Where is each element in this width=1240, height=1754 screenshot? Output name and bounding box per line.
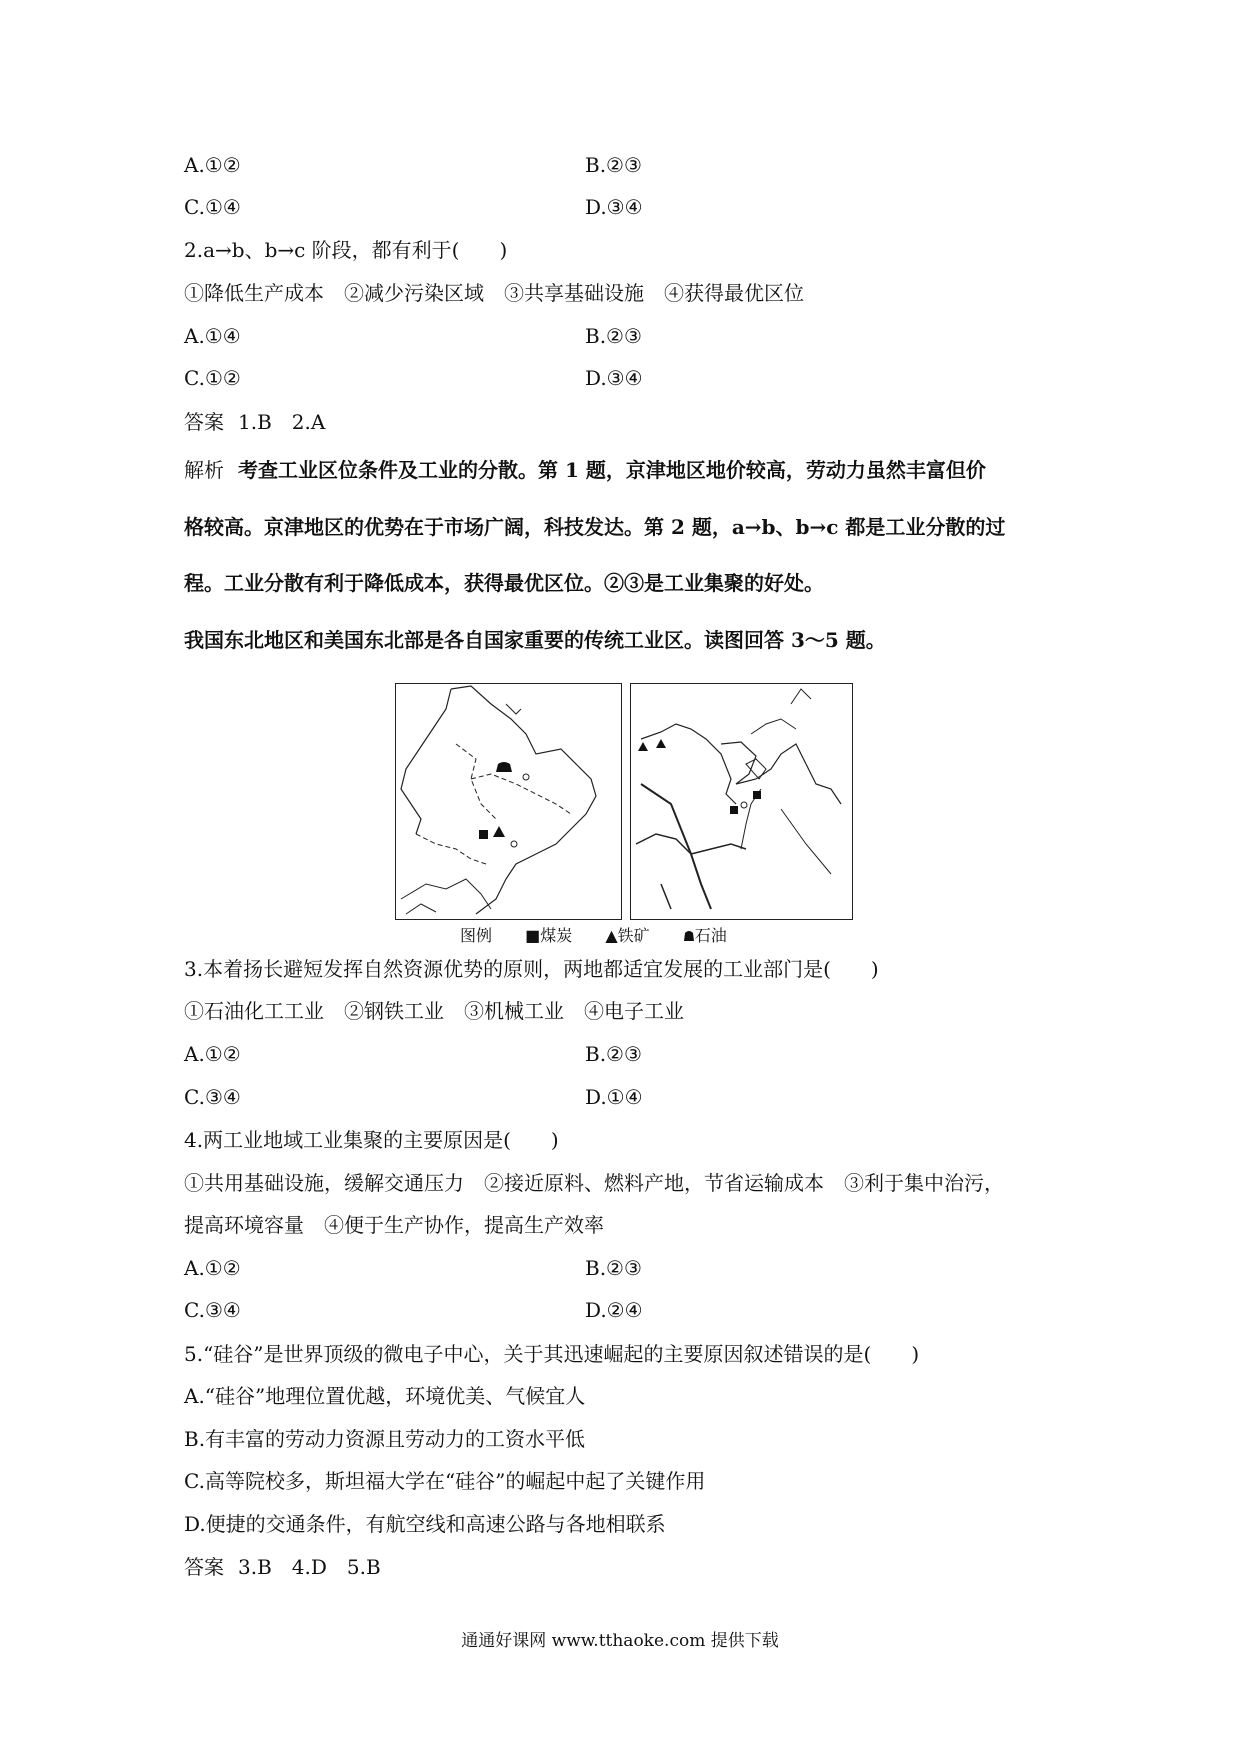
page-footer: 通通好课网 www.tthaoke.com 提供下载 xyxy=(461,1631,779,1651)
map-northeast-china-svg xyxy=(396,684,621,919)
q2-stem: 2.a→b、b→c 阶段，都有利于( ) xyxy=(184,238,508,262)
map-northeast-china xyxy=(395,683,622,920)
city-marker xyxy=(523,774,529,780)
map-northeast-usa-svg xyxy=(631,684,852,919)
q2-option-c: C.①② xyxy=(184,366,241,390)
maps-figure xyxy=(395,683,855,945)
q4-option-a: A.①② xyxy=(184,1256,241,1280)
q3-option-d: D.①④ xyxy=(585,1085,643,1109)
q1-option-d: D.③④ xyxy=(585,195,643,219)
map-legend xyxy=(460,923,783,946)
coal-marker xyxy=(753,791,761,799)
analysis-line-2: 格较高。京津地区的优势在于市场广阔，科技发达。第 2 题，a→b、b→c 都是工业分散的过 xyxy=(184,515,1006,539)
legend-title: 图例 xyxy=(460,926,493,945)
legend-iron: ▲铁矿 xyxy=(605,926,650,945)
iron-marker xyxy=(493,826,505,837)
q4-option-b: B.②③ xyxy=(585,1256,642,1280)
q3-stem: 3.本着扬长避短发挥自然资源优势的原则，两地都适宜发展的工业部门是( ) xyxy=(184,957,879,981)
q2-option-b: B.②③ xyxy=(585,324,642,348)
q4-option-c: C.③④ xyxy=(184,1298,241,1322)
q1-option-c: C.①④ xyxy=(184,195,241,219)
oil-marker xyxy=(496,762,512,772)
analysis-text-1: 考查工业区位条件及工业的分散。第 1 题，京津地区地价较高，劳动力虽然丰富但价 xyxy=(238,458,986,482)
analysis-line-3: 程。工业分散有利于降低成本，获得最优区位。②③是工业集聚的好处。 xyxy=(184,571,824,595)
analysis-label: 解析 xyxy=(184,458,224,482)
q4-items-2: 提高环境容量 ④便于生产协作，提高生产效率 xyxy=(184,1213,604,1237)
city-marker xyxy=(741,802,747,808)
coal-marker xyxy=(479,830,488,839)
answer-text: 3.B 4.D 5.B xyxy=(238,1555,381,1579)
q4-stem: 4.两工业地域工业集聚的主要原因是( ) xyxy=(184,1128,559,1152)
q3-option-a: A.①② xyxy=(184,1042,241,1066)
q3-option-b: B.②③ xyxy=(585,1042,642,1066)
q3-option-c: C.③④ xyxy=(184,1085,241,1109)
answer-label: 答案 xyxy=(184,410,224,434)
oil-icon xyxy=(683,929,695,941)
q4-option-d: D.②④ xyxy=(585,1298,643,1322)
answer-block-2 xyxy=(184,1553,381,1581)
q4-items-1: ①共用基础设施，缓解交通压力 ②接近原料、燃料产地，节省运输成本 ③利于集中治污， xyxy=(184,1171,1004,1195)
map-northeast-usa xyxy=(630,683,853,920)
q5-option-b: B.有丰富的劳动力资源且劳动力的工资水平低 xyxy=(184,1427,586,1451)
q5-stem: 5.“硅谷”是世界顶级的微电子中心，关于其迅速崛起的主要原因叙述错误的是( ) xyxy=(184,1342,920,1366)
answer-block-1 xyxy=(184,408,325,436)
coal-marker xyxy=(730,806,738,814)
answer-text: 1.B 2.A xyxy=(238,410,326,434)
city-marker xyxy=(511,841,517,847)
q5-option-a: A.“硅谷”地理位置优越，环境优美、气候宜人 xyxy=(184,1384,586,1408)
legend-oil-label: 石油 xyxy=(694,926,727,945)
q2-items: ①降低生产成本 ②减少污染区域 ③共享基础设施 ④获得最优区位 xyxy=(184,281,804,305)
q1-option-a: A.①② xyxy=(184,153,241,177)
answer-label: 答案 xyxy=(184,1555,224,1579)
iron-marker xyxy=(656,739,666,748)
q5-option-c: C.高等院校多，斯坦福大学在“硅谷”的崛起中起了关键作用 xyxy=(184,1469,706,1493)
legend-oil xyxy=(683,926,755,945)
q3-items: ①石油化工工业 ②钢铁工业 ③机械工业 ④电子工业 xyxy=(184,999,684,1023)
intro-text: 我国东北地区和美国东北部是各自国家重要的传统工业区。读图回答 3～5 题。 xyxy=(184,628,886,652)
iron-marker xyxy=(638,742,648,751)
analysis-line-1 xyxy=(184,456,986,484)
q2-option-a: A.①④ xyxy=(184,324,241,348)
q5-option-d: D.便捷的交通条件，有航空线和高速公路与各地相联系 xyxy=(184,1512,666,1536)
q1-option-b: B.②③ xyxy=(585,153,642,177)
q2-option-d: D.③④ xyxy=(585,366,643,390)
legend-coal: ■煤炭 xyxy=(525,926,573,945)
